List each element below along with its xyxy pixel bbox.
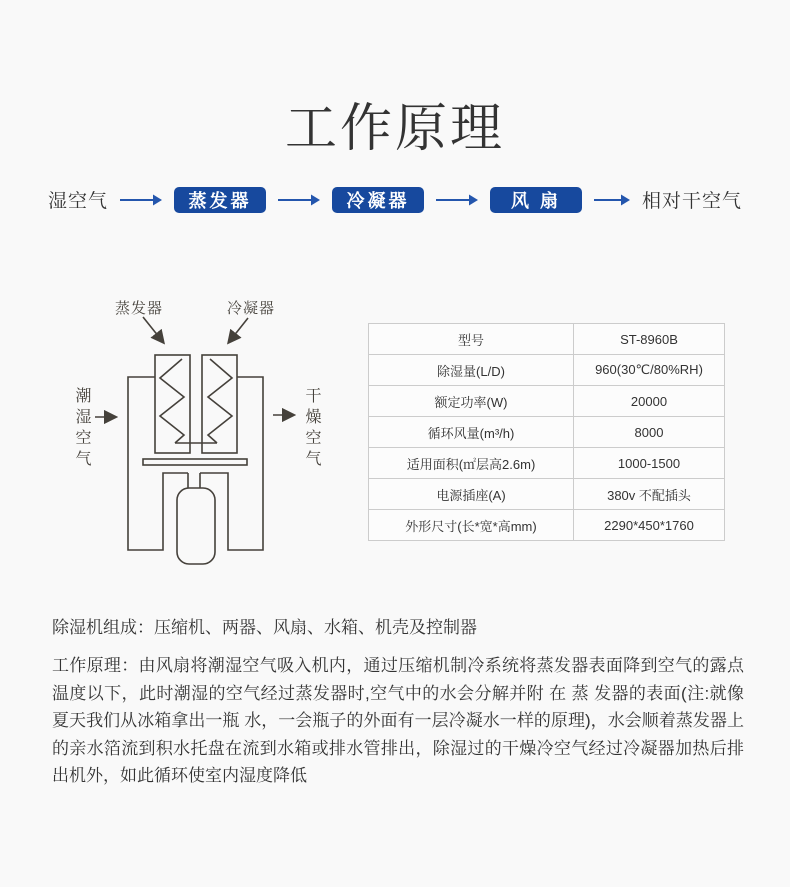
right-arrow-icon — [436, 194, 478, 206]
table-row — [369, 417, 725, 448]
spec-label: 适用面积(㎡层高2.6m) — [369, 448, 574, 479]
casing-outline-left — [128, 377, 188, 550]
condenser-pointer-arrow — [229, 318, 248, 342]
condenser-label: 冷凝器 — [227, 300, 276, 317]
description-section — [52, 615, 744, 790]
spec-value: 1000-1500 — [574, 448, 725, 479]
evaporator-pointer-arrow — [143, 317, 163, 342]
dry-air-label: 干燥空气 — [303, 387, 320, 471]
process-flow — [0, 186, 790, 213]
drain-tray — [143, 459, 247, 465]
spec-label: 型号 — [369, 324, 574, 355]
composition-text: 除湿机组成：压缩机、两器、风扇、水箱、机壳及控制器 — [52, 618, 477, 637]
condenser-zigzag — [208, 359, 232, 443]
spec-label: 除湿量(L/D) — [369, 355, 574, 386]
spec-label: 外形尺寸(长*宽*高mm) — [369, 510, 574, 541]
right-arrow-icon — [278, 194, 320, 206]
casing-outline-right — [200, 377, 263, 550]
evaporator-label: 蒸发器 — [115, 300, 164, 317]
schematic-drawing — [45, 285, 345, 585]
spec-label: 电源插座(A) — [369, 479, 574, 510]
dehumidifier-schematic — [45, 285, 345, 585]
water-tank — [177, 488, 215, 564]
table-row — [369, 448, 725, 479]
spec-table — [368, 323, 725, 541]
evaporator-coil — [155, 355, 190, 453]
condenser-coil — [202, 355, 237, 453]
table-row — [369, 355, 725, 386]
spec-label: 额定功率(W) — [369, 386, 574, 417]
spec-label: 循环风量(m³/h) — [369, 417, 574, 448]
principle-text: 工作原理：由风扇将潮湿空气吸入机内，通过压缩机制冷系统将蒸发器表面降到空气的露点温度以下，此时潮湿的空气经过蒸发器时,空气中的水会分解并附 在 蒸 发器的表面(注:就像夏天我们从冰箱拿出一瓶 水，一会瓶子的外面有一层冷凝水一样的原理)，水会顺着蒸发器上的亲水箔流到积水托盘在流到水箱或排水管排出，除湿过的干燥冷空气经过冷凝器加热后排出机外，如此循环使室内湿度降低 — [52, 656, 744, 785]
flow-start-label: 湿空气 — [47, 191, 108, 212]
right-arrow-icon — [594, 194, 630, 206]
flow-step-evaporator: 蒸发器 — [174, 187, 266, 213]
table-row — [369, 510, 725, 541]
table-row — [369, 324, 725, 355]
spec-value: 960(30℃/80%RH) — [574, 355, 725, 386]
spec-value: ST-8960B — [574, 324, 725, 355]
spec-value: 20000 — [574, 386, 725, 417]
spec-value: 8000 — [574, 417, 725, 448]
table-row — [369, 386, 725, 417]
spec-value: 380v 不配插头 — [574, 479, 725, 510]
flow-end-label: 相对干空气 — [642, 191, 743, 212]
page-title: 工作原理 — [284, 100, 505, 158]
right-arrow-icon — [120, 194, 162, 206]
flow-step-fan: 风 扇 — [490, 187, 582, 213]
spec-value: 2290*450*1760 — [574, 510, 725, 541]
humid-air-label: 潮湿空气 — [73, 387, 90, 471]
table-row — [369, 479, 725, 510]
flow-step-condenser: 冷凝器 — [332, 187, 424, 213]
evaporator-zigzag — [160, 359, 184, 443]
